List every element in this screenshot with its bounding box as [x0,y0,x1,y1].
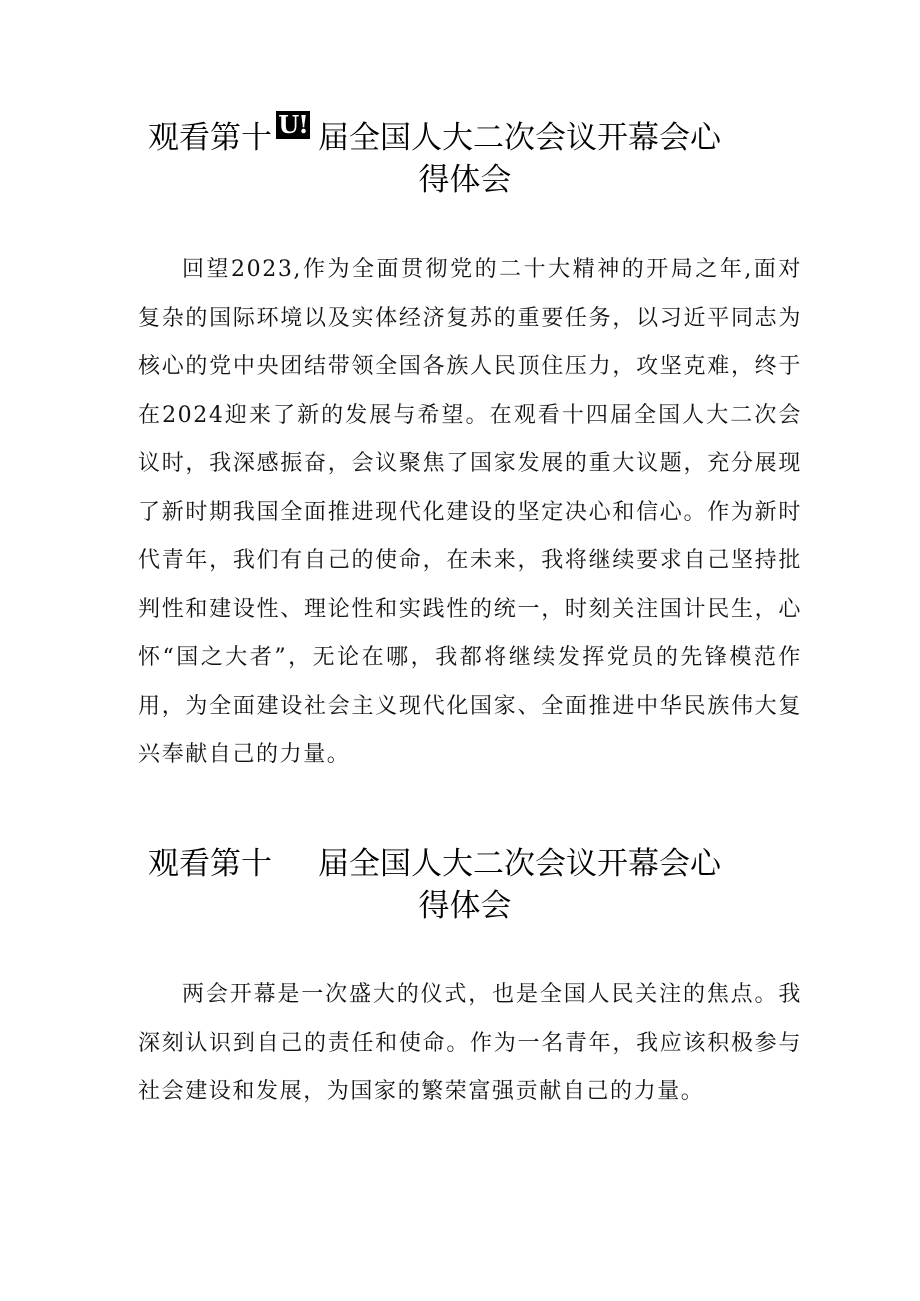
section-1-body: 回望2023,作为全面贯彻党的二十大精神的开局之年,面对复杂的国际环境以及实体经济复苏的重要任务，以习近平同志为核心的党中央团结带领全国各族人民顶住压力，攻坚克难，终于在2024迎来了新的发展与希望。在观看十四届全国人大二次会议时，我深感振奋，会议聚焦了国家发展的重大议题，充分展现了新时期我国全面推进现代化建设的坚定决心和信心。作为新时代青年，我们有自己的使命，在未来，我将继续要求自己坚持批判性和建设性、理论性和实践性的统一，时刻关注国计民生，心怀“国之大者”，无论在哪，我都将继续发挥党员的先锋模范作用，为全面建设社会主义现代化国家、全面推进中华民族伟大复兴奉献自己的力量。 [138,257,802,767]
section-1-title-line2: 得体会 [418,162,512,198]
section-1-title-part2: 届全国人大二次会议开幕会心 [318,120,721,156]
section-2-title-line1 [148,838,721,883]
garbled-glyph: U! [276,111,310,139]
section-2-title-line2: 得体会 [418,888,512,924]
section-2-title-part1: 观看第十 [148,846,272,882]
section-1-title-line1 [148,109,721,157]
section-1-title-part1: 观看第十 [148,120,272,156]
title-gap [272,851,318,881]
section-2-body: 两会开幕是一次盛大的仪式，也是全国人民关注的焦点。我深刻认识到自己的责任和使命。作为一名青年，我应该积极参与社会建设和发展，为国家的繁荣富强贡献自己的力量。 [138,982,802,1104]
title-gap [272,109,318,155]
section-2-title-part2: 届全国人大二次会议开幕会心 [318,846,721,882]
